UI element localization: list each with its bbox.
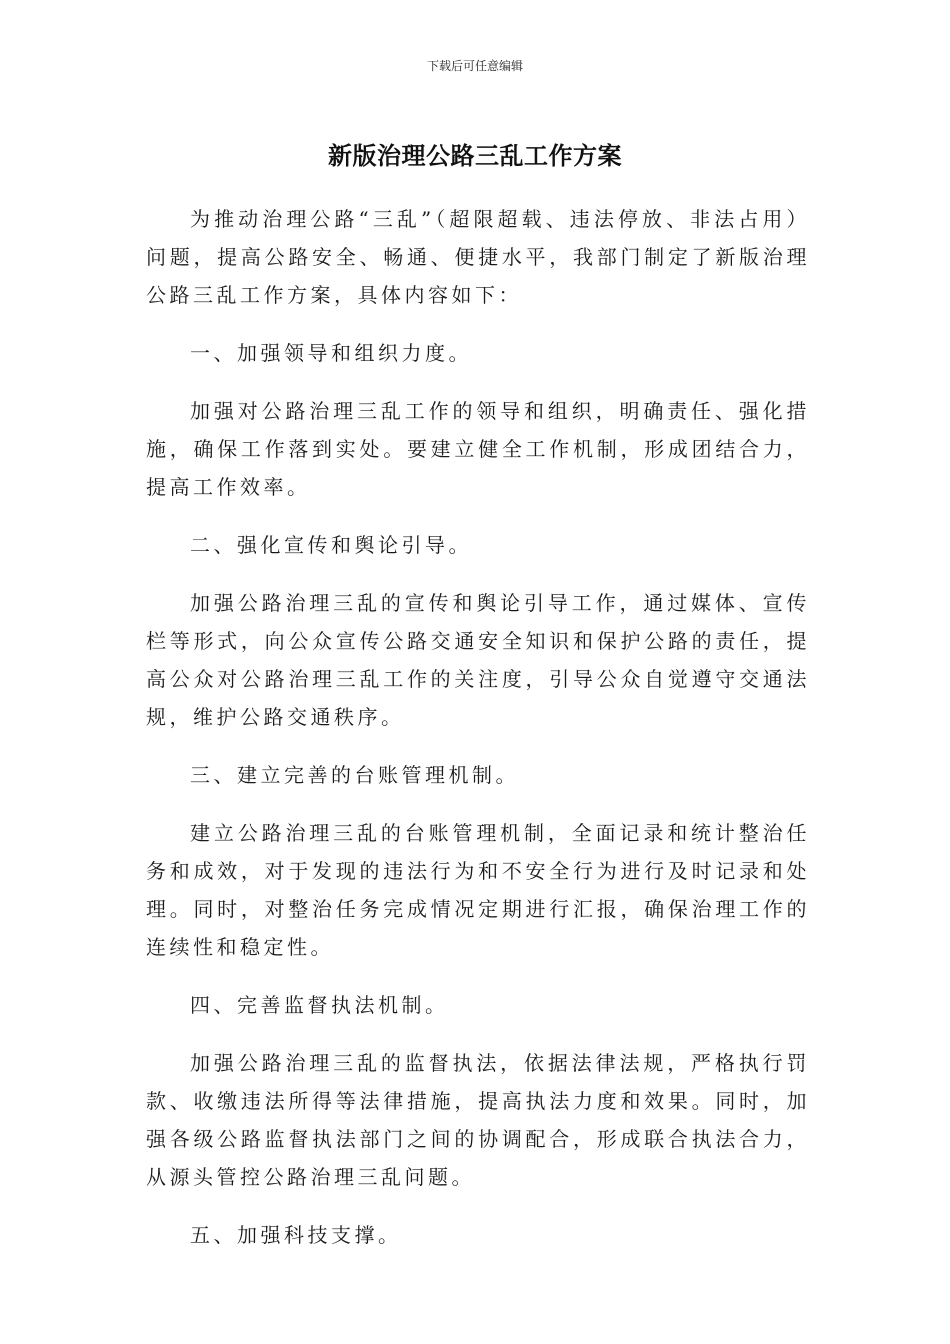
paragraph-section-2: 加强公路治理三乱的宣传和舆论引导工作，通过媒体、宣传栏等形式，向公众宣传公路交通安全知识和保护公路的责任，提高公众对公路治理三乱工作的关注度，引导公众自觉遵守交通法规，维护公路交通秩序。 bbox=[146, 591, 810, 729]
section-heading-4: 四、完善监督执法机制。 bbox=[190, 993, 449, 1017]
section-heading-1: 一、加强领导和组织力度。 bbox=[190, 341, 472, 365]
paragraph-section-1: 加强对公路治理三乱工作的领导和组织，明确责任、强化措施，确保工作落到实处。要建立健全工作机制，形成团结合力，提高工作效率。 bbox=[146, 399, 810, 499]
document-title: 新版治理公路三乱工作方案 bbox=[328, 142, 622, 170]
paragraph-intro: 为推动治理公路“三乱”（超限超载、违法停放、非法占用）问题，提高公路安全、畅通、便捷水平，我部门制定了新版治理公路三乱工作方案，具体内容如下： bbox=[146, 207, 810, 307]
section-heading-5: 五、加强科技支撑。 bbox=[190, 1223, 402, 1247]
paragraph-section-4: 加强公路治理三乱的监督执法，依据法律法规，严格执行罚款、收缴违法所得等法律措施，提高执法力度和效果。同时，加强各级公路监督执法部门之间的协调配合，形成联合执法合力，从源头管控公路治理三乱问题。 bbox=[146, 1051, 810, 1189]
section-heading-3: 三、建立完善的台账管理机制。 bbox=[190, 763, 519, 787]
paragraph-section-3: 建立公路治理三乱的台账管理机制，全面记录和统计整治任务和成效，对于发现的违法行为和不安全行为进行及时记录和处理。同时，对整治任务完成情况定期进行汇报，确保治理工作的连续性和稳定性。 bbox=[146, 821, 810, 959]
header-note: 下载后可任意编辑 bbox=[426, 59, 523, 73]
document-body bbox=[146, 200, 810, 1274]
section-heading-2: 二、强化宣传和舆论引导。 bbox=[190, 533, 472, 557]
